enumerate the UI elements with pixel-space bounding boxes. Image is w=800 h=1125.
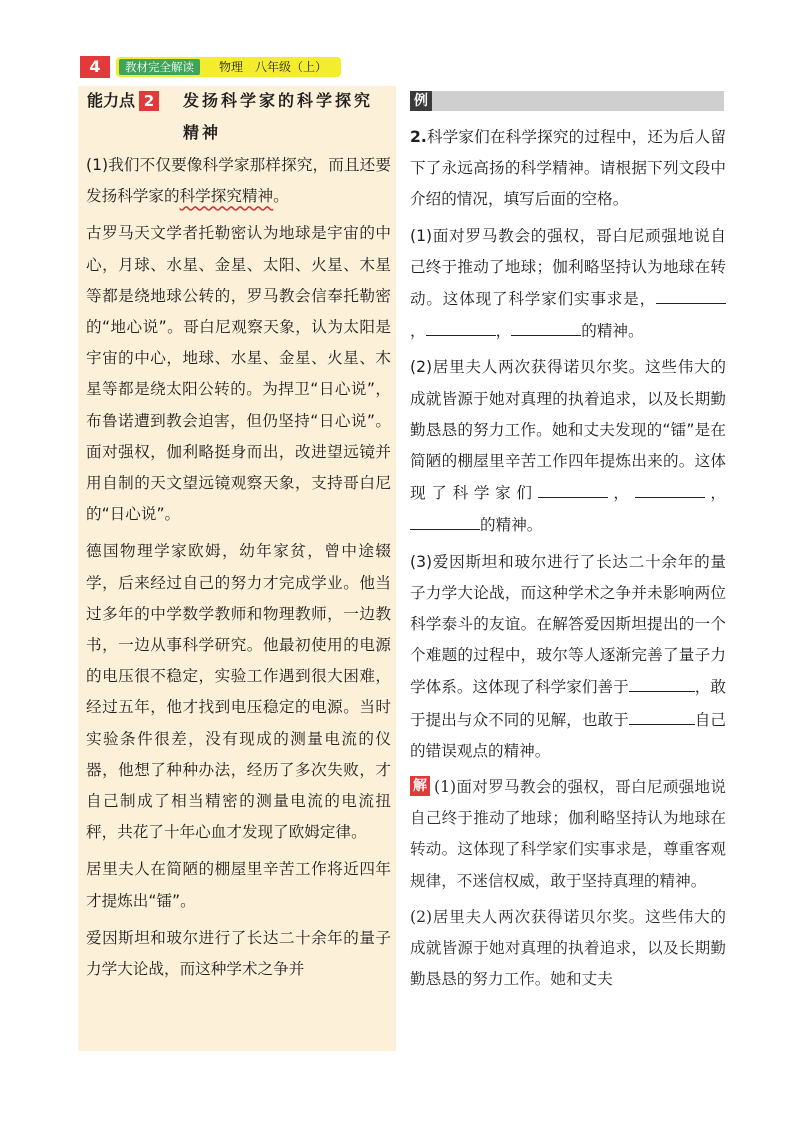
emphasis-science-spirit: 科学探究精神	[179, 187, 274, 206]
subject-label: 物理 八年级（上）	[219, 60, 328, 74]
paragraph-heliocentric: 古罗马天文学者托勒密认为地球是宇宙的中心，月球、水星、金星、太阳、火星、木星等都是绕地球公转的，罗马教会信奉托勒密的“地心说”。哥白尼观察天象，认为太阳是宇宙的中心，地球、水星、金星、火星、木星等都是绕太阳公转的。为捍卫“日心说”，布鲁诺遭到教会迫害，但仍坚持“日心说”。面对强权，伽利略挺身而出，改进望远镜并用自制的天文望远镜观察天象，支持哥白尼的“日心说”。	[86, 224, 391, 524]
ability-label: 能力点	[87, 91, 136, 110]
question-3: (3)爱因斯坦和玻尔进行了长达二十余年的量子力学大论战，而这种学术之争并未影响两位科学泰斗的友谊。在解答爱因斯坦提出的一个个难题的过程中，玻尔等人逐渐完善了量子力学体系。这体现了科学家们善于 ，敢于提出与众不同的见解，也敢于 自己的错误观点的精神。	[410, 552, 726, 760]
paragraph-curie: 居里夫人在简陋的棚屋里辛苦工作将近四年才提炼出“镭”。	[86, 860, 391, 910]
example-header-bar	[410, 91, 724, 111]
blank-2-3[interactable]	[410, 509, 480, 530]
left-body	[86, 150, 391, 991]
blank-1-2[interactable]	[426, 315, 496, 336]
book-tag: 教材完全解读	[119, 59, 200, 75]
blank-1-3[interactable]	[511, 315, 581, 336]
ability-title-line1: 发扬科学家的科学探究	[183, 91, 374, 110]
paragraph-einstein-bohr: 爱因斯坦和玻尔进行了长达二十余年的量子力学大论战，而这种学术之争并	[86, 928, 391, 979]
question-1: (1)面对罗马教会的强权，哥白尼顽强地说自己终于推动了地球；伽利略坚持认为地球在转动。这体现了科学家们实事求是，， ， 的精神。	[410, 226, 726, 341]
solution-2: (2)居里夫人两次获得诺贝尔奖。这些伟大的成就皆源于她对真理的执着追求，以及长期勤勤恳恳的努力工作。她和丈夫	[410, 907, 726, 989]
question-intro: 2.科学家们在科学探究的过程中，还为后人留下了永远高扬的科学精神。请根据下列文段中介绍的情况，填写后面的空格。	[410, 128, 726, 209]
ability-title-line2: 精神	[183, 123, 222, 142]
page-header	[80, 56, 342, 78]
blank-3-2[interactable]	[629, 704, 695, 725]
blank-2-1[interactable]	[538, 477, 608, 498]
blank-2-2[interactable]	[635, 477, 705, 498]
header-banner	[116, 57, 341, 77]
ability-point-heading	[87, 89, 163, 113]
paragraph-ohm: 德国物理学家欧姆，幼年家贫，曾中途辍学，后来经过自己的努力才完成学业。他当过多年的中学数学教师和物理教师，一边教书，一边从事科学研究。他最初使用的电源的电压很不稳定，实验工作遇到很大困难，经过五年，他才找到电压稳定的电源。当时实验条件很差，没有现成的测量电流的仪器，他想了种种办法，经历了多次失败，才自己制成了相当精密的测量电流的电流扭秤，共花了十年心血才发现了欧姆定律。	[86, 542, 391, 842]
paragraph-spirit: (1)我们不仅要像科学家那样探究，而且还要发扬科学家的科学探究精神。	[86, 156, 391, 206]
blank-1-1[interactable]	[656, 283, 726, 304]
example-badge: 例	[410, 91, 432, 111]
solution-badge: 解	[410, 776, 430, 796]
blank-3-1[interactable]	[629, 671, 695, 692]
solution-1: 解 (1)面对罗马教会的强权，哥白尼顽强地说自己终于推动了地球；伽利略坚持认为地球在转动。这体现了科学家们实事求是，尊重客观规律，不迷信权威，敢于坚持真理的精神。	[410, 778, 726, 890]
question-2: (2)居里夫人两次获得诺贝尔奖。这些伟大的成就皆源于她对真理的执着追求，以及长期勤勤恳恳的努力工作。她和丈夫发现的“镭”是在简陋的棚屋里辛苦工作四年提炼出来的。这体现了科学家们 ， ，的精神。	[410, 358, 726, 535]
ability-number: 2	[139, 91, 159, 111]
page-number: 4	[80, 56, 110, 78]
right-body	[410, 122, 726, 1000]
